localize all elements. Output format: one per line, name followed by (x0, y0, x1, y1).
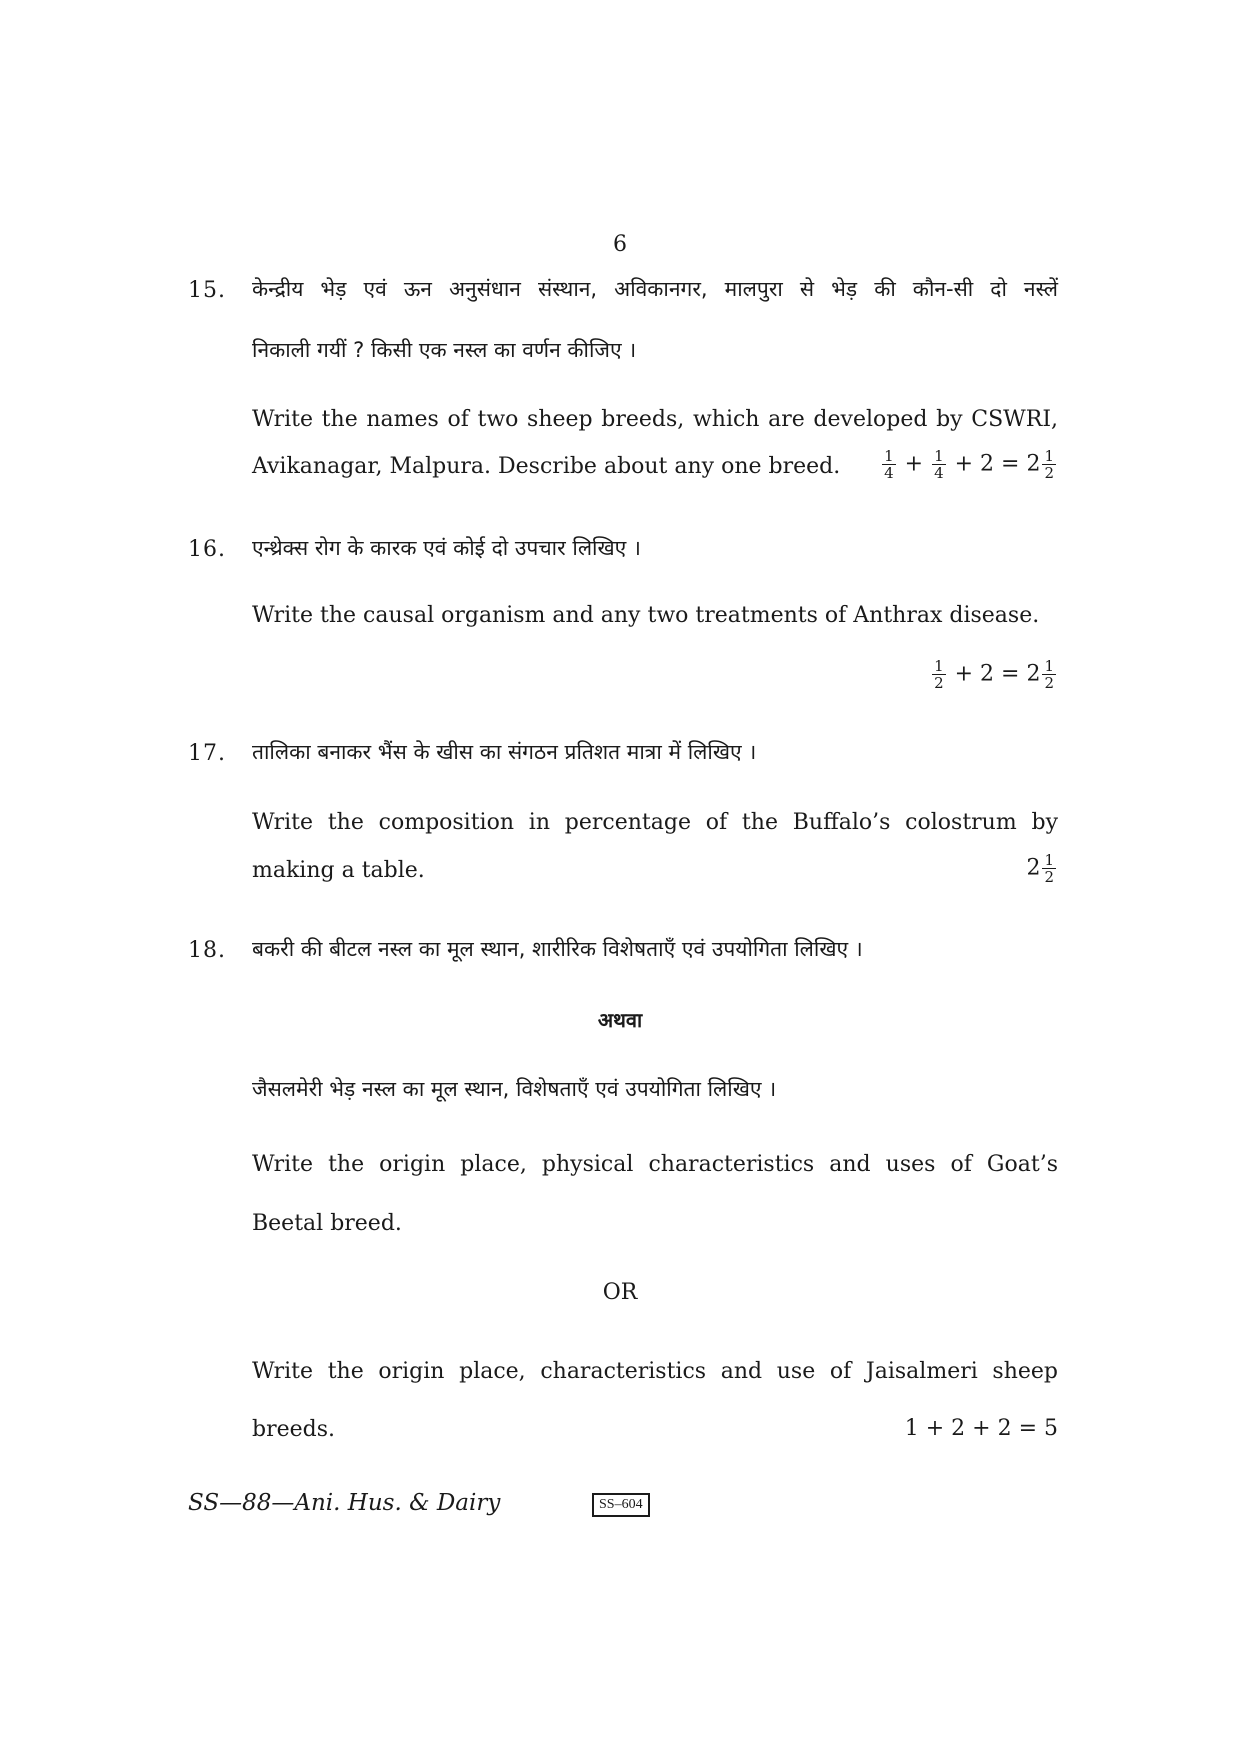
question-18-english-line-4: breeds. (252, 1417, 336, 1442)
question-15-marks-sum: + 2 = 2 (954, 451, 1041, 477)
question-18-hindi-line-1: बकरी की बीटल नस्ल का मूल स्थान, शारीरिक विशेषताएँ एवं उपयोगिता लिखिए । (252, 937, 863, 961)
question-15-plus: + (904, 451, 924, 477)
question-15-english-line-1: Write the names of two sheep breeds, which are developed by CSWRI, (252, 407, 1058, 432)
question-17-fraction-1: $\frac{1}{2}$ (1044, 851, 1054, 886)
question-18-english-line-3: Write the origin place, characteristics and use of Jaisalmeri sheep (252, 1359, 1058, 1384)
question-18-english-line-2: Beetal breed. (252, 1211, 402, 1236)
question-15-marks (880, 448, 1058, 481)
english-or-separator: OR (602, 1280, 638, 1305)
question-18-hindi-line-2: जैसलमेरी भेड़ नस्ल का मूल स्थान, विशेषताएँ एवं उपयोगिता लिखिए । (252, 1077, 777, 1101)
question-15-english-line-2: Avikanagar, Malpura. Describe about any one breed. (252, 454, 841, 479)
question-17-number: 17. (188, 741, 226, 766)
question-16-fraction-1: $\frac{1}{2}$ (934, 657, 944, 692)
question-16-number: 16. (188, 537, 226, 562)
question-16-marks-sum: + 2 = 2 (954, 661, 1041, 687)
question-15-fraction-3: $\frac{1}{2}$ (1044, 447, 1054, 482)
question-17-hindi-line-1: तालिका बनाकर भैंस के खीस का संगठन प्रतिशत मात्रा में लिखिए । (252, 740, 757, 764)
question-17-marks-whole: 2 (1026, 855, 1041, 881)
question-15-hindi-line-2: निकाली गयीं ? किसी एक नस्ल का वर्णन कीजिए । (252, 338, 637, 362)
question-15-fraction-1: $\frac{1}{4}$ (884, 447, 894, 482)
question-18-number: 18. (188, 938, 226, 963)
page-number: 6 (613, 232, 627, 257)
footer-code-box: SS–604 (592, 1493, 650, 1517)
question-15-hindi-line-1: केन्द्रीय भेड़ एवं ऊन अनुसंधान संस्थान, अविकानगर, मालपुरा से भेड़ की कौन-सी दो नस्लें (252, 277, 1058, 301)
question-16-fraction-2: $\frac{1}{2}$ (1044, 657, 1054, 692)
question-16-marks (930, 658, 1058, 691)
question-15-fraction-2: $\frac{1}{4}$ (934, 447, 944, 482)
question-15-number: 15. (188, 278, 226, 303)
question-17-english-line-1: Write the composition in percentage of the Buffalo’s colostrum by (252, 810, 1058, 835)
footer-subject: SS—88—Ani. Hus. & Dairy (188, 1490, 501, 1516)
question-17-english-line-2: making a table. (252, 858, 425, 883)
question-16-hindi-line-1: एन्थ्रेक्स रोग के कारक एवं कोई दो उपचार लिखिए । (252, 536, 641, 560)
hindi-or-separator: अथवा (597, 1008, 643, 1032)
question-17-marks (1026, 852, 1058, 885)
question-18-marks: 1 + 2 + 2 = 5 (904, 1416, 1058, 1441)
question-18-english-line-1: Write the origin place, physical characteristics and uses of Goat’s (252, 1152, 1058, 1177)
question-16-english-line-1: Write the causal organism and any two treatments of Anthrax disease. (252, 603, 1040, 628)
